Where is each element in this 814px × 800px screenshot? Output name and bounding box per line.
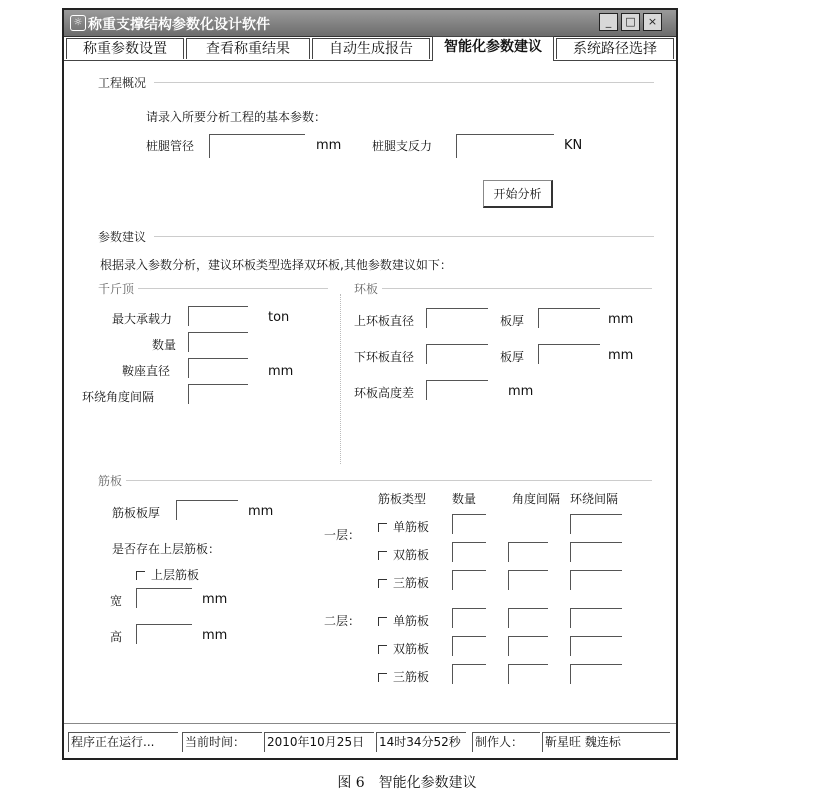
rib-count-header: 数量: [452, 492, 477, 506]
layer1-triple-count-input[interactable]: [452, 570, 486, 590]
tab-view-results[interactable]: 查看称重结果: [186, 38, 310, 59]
upper-thickness-unit: mm: [608, 312, 634, 327]
minimize-button[interactable]: _: [599, 13, 618, 31]
window-title: 称重支撑结构参数化设计软件: [88, 17, 270, 33]
max-capacity-input[interactable]: [188, 306, 248, 326]
single-rib-label: 单筋板: [393, 614, 430, 628]
status-running: 程序正在运行...: [68, 732, 178, 752]
tab-auto-report[interactable]: 自动生成报告: [312, 38, 430, 59]
layer2-single-rib-checkbox[interactable]: [378, 612, 429, 629]
saddle-diameter-unit: mm: [268, 364, 294, 379]
status-author-label: 制作人：: [472, 732, 540, 752]
ring-plate-title: 环板: [354, 282, 379, 296]
checkbox-box[interactable]: [136, 571, 145, 580]
lower-thickness-label: 板厚: [500, 350, 525, 364]
triple-rib-label: 三筋板: [393, 670, 430, 684]
layer1-double-rib-checkbox[interactable]: [378, 546, 429, 563]
upper-thickness-input[interactable]: [538, 308, 600, 328]
overview-prompt: 请录入所要分析工程的基本参数：: [146, 110, 327, 124]
leg-diameter-unit: mm: [316, 138, 342, 153]
layer1-single-ring-input[interactable]: [570, 514, 622, 534]
layer1-single-count-input[interactable]: [452, 514, 486, 534]
upper-ring-diameter-input[interactable]: [426, 308, 488, 328]
layer2-single-ring-input[interactable]: [570, 608, 622, 628]
tab-smart-suggestion[interactable]: 智能化参数建议: [432, 36, 554, 61]
layer1-double-ring-input[interactable]: [570, 542, 622, 562]
lower-thickness-unit: mm: [608, 348, 634, 363]
ring-angle-input[interactable]: [188, 384, 248, 404]
layer1-triple-angle-input[interactable]: [508, 570, 548, 590]
checkbox-box[interactable]: [378, 645, 387, 654]
upper-ring-diameter-label: 上环板直径: [354, 314, 415, 328]
support-force-input[interactable]: [456, 134, 554, 158]
layer2-double-count-input[interactable]: [452, 636, 486, 656]
checkbox-box[interactable]: [378, 617, 387, 626]
saddle-diameter-input[interactable]: [188, 358, 248, 378]
leg-diameter-input[interactable]: [209, 134, 305, 158]
rib-plate-divider: [126, 480, 652, 481]
app-icon: ☼: [70, 15, 86, 31]
status-bar: [64, 723, 676, 758]
app-window: [62, 8, 678, 760]
title-bar[interactable]: [64, 10, 676, 37]
status-time-label: 当前时间：: [182, 732, 262, 752]
layer2-triple-angle-input[interactable]: [508, 664, 548, 684]
saddle-diameter-label: 鞍座直径: [122, 364, 171, 378]
rib-ring-header: 环绕间隔: [570, 492, 619, 506]
layer2-double-ring-input[interactable]: [570, 636, 622, 656]
layer2-triple-ring-input[interactable]: [570, 664, 622, 684]
rib-angle-header: 角度间隔: [512, 492, 561, 506]
tab-weighing-params[interactable]: 称重参数设置: [66, 38, 184, 59]
layer1-triple-ring-input[interactable]: [570, 570, 622, 590]
lower-ring-diameter-input[interactable]: [426, 344, 488, 364]
ring-angle-label: 环绕角度间隔: [82, 390, 155, 404]
status-time: 14时34分52秒: [376, 732, 466, 752]
rib-height-unit: mm: [202, 628, 228, 643]
suggestion-text: 根据录入参数分析，建议环板类型选择双环板,其他参数建议如下：: [100, 258, 452, 272]
group-separator: [340, 294, 341, 464]
suggestion-title: 参数建议: [98, 230, 147, 244]
tab-path-select[interactable]: 系统路径选择: [556, 38, 674, 59]
rib-plate-title: 筋板: [98, 474, 123, 488]
upper-rib-checkbox-label: 上层筋板: [151, 568, 200, 582]
upper-rib-checkbox[interactable]: [136, 566, 199, 583]
overview-title: 工程概况: [98, 76, 147, 90]
ring-plate-divider: [382, 288, 652, 289]
max-capacity-unit: ton: [268, 310, 290, 325]
triple-rib-label: 三筋板: [393, 576, 430, 590]
rib-thickness-unit: mm: [248, 504, 274, 519]
jack-count-input[interactable]: [188, 332, 248, 352]
support-force-unit: KN: [564, 138, 583, 153]
layer1-double-angle-input[interactable]: [508, 542, 548, 562]
ring-height-diff-label: 环板高度差: [354, 386, 415, 400]
jack-divider: [138, 288, 328, 289]
support-force-label: 桩腿支反力: [372, 139, 433, 153]
layer2-double-rib-checkbox[interactable]: [378, 640, 429, 657]
layer2-double-angle-input[interactable]: [508, 636, 548, 656]
upper-rib-question: 是否存在上层筋板：: [112, 542, 221, 556]
lower-thickness-input[interactable]: [538, 344, 600, 364]
jack-count-label: 数量: [152, 338, 177, 352]
overview-divider: [154, 82, 654, 83]
layer2-label: 二层：: [324, 614, 361, 628]
figure-caption: 图 6 智能化参数建议: [337, 775, 477, 791]
status-date: 2010年10月25日: [264, 732, 374, 752]
layer2-triple-rib-checkbox[interactable]: [378, 668, 429, 685]
lower-ring-diameter-label: 下环板直径: [354, 350, 415, 364]
layer2-triple-count-input[interactable]: [452, 664, 486, 684]
rib-type-header: 筋板类型: [378, 492, 427, 506]
layer2-single-count-input[interactable]: [452, 608, 486, 628]
layer1-single-rib-checkbox[interactable]: [378, 518, 429, 535]
double-rib-label: 双筋板: [393, 548, 430, 562]
layer1-double-count-input[interactable]: [452, 542, 486, 562]
checkbox-box[interactable]: [378, 579, 387, 588]
rib-thickness-label: 筋板板厚: [112, 506, 161, 520]
start-analysis-button[interactable]: 开始分析: [483, 180, 553, 208]
layer1-triple-rib-checkbox[interactable]: [378, 574, 429, 591]
leg-diameter-label: 桩腿管径: [146, 139, 195, 153]
checkbox-box[interactable]: [378, 523, 387, 532]
ring-height-diff-unit: mm: [508, 384, 534, 399]
rib-width-input[interactable]: [136, 588, 192, 608]
layer1-label: 一层：: [324, 528, 361, 542]
layer2-single-angle-input[interactable]: [508, 608, 548, 628]
jack-title: 千斤顶: [98, 282, 135, 296]
suggestion-divider: [154, 236, 654, 237]
rib-height-input[interactable]: [136, 624, 192, 644]
rib-thickness-input[interactable]: [176, 500, 238, 520]
status-authors: 靳星旺 魏连标: [542, 732, 670, 752]
rib-width-label: 宽: [110, 594, 123, 608]
upper-thickness-label: 板厚: [500, 314, 525, 328]
double-rib-label: 双筋板: [393, 642, 430, 656]
close-button[interactable]: ×: [643, 13, 662, 31]
tab-bar: [64, 36, 676, 61]
checkbox-box[interactable]: [378, 551, 387, 560]
single-rib-label: 单筋板: [393, 520, 430, 534]
ring-height-diff-input[interactable]: [426, 380, 488, 400]
maximize-button[interactable]: □: [621, 13, 640, 31]
max-capacity-label: 最大承载力: [112, 312, 173, 326]
rib-height-label: 高: [110, 630, 123, 644]
checkbox-box[interactable]: [378, 673, 387, 682]
rib-width-unit: mm: [202, 592, 228, 607]
